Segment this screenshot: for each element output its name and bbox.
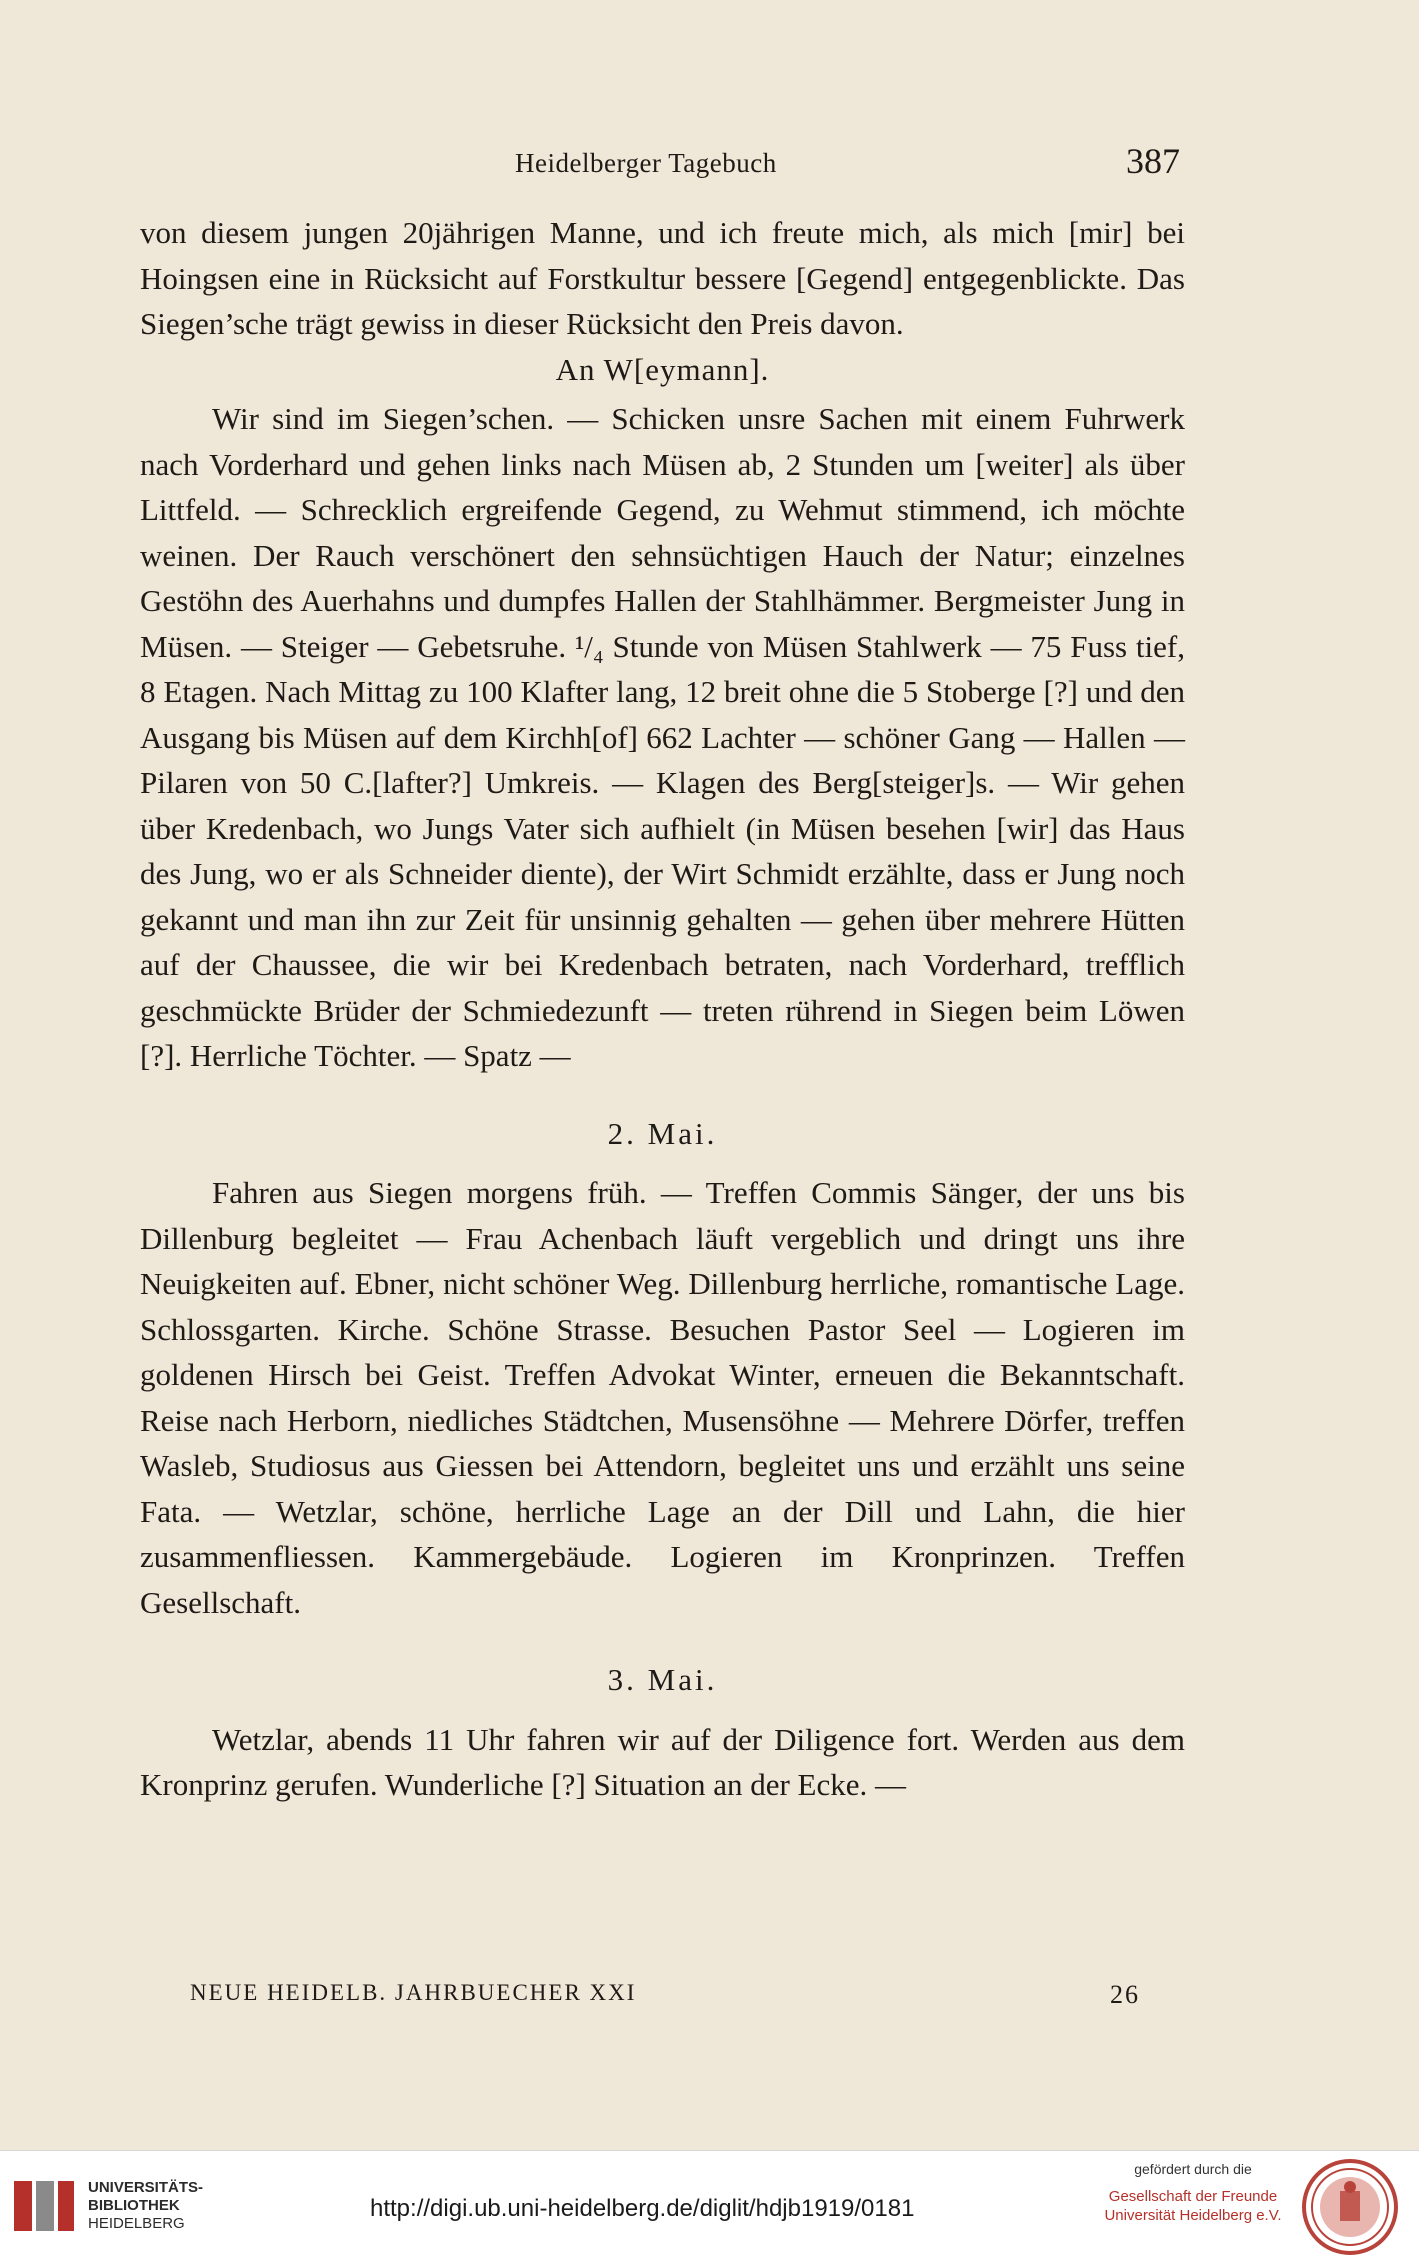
paragraph-2: Wir sind im Siegen’schen. — Schicken unsre Sachen mit einem Fuhrwerk nach Vorderhard und gehen links nach Müsen ab, 2 Stunden um [weiter] als über Littfeld. — Schrecklich ergreifende Gegend, zu Wehmut stimmend, ich möchte weinen. Der Rauch verschönert den sehnsüchtigen Hauch der Natur; einzelnes Gestöhn des Auerhahns und dumpfes Hallen der Stahlhämmer. Bergmeister Jung in Müsen. — Steiger — Gebetsruhe. ¹/₄ Stunde von Müsen Stahlwerk — 75 Fuss tief, 8 Etagen. Nach Mittag zu 100 Klafter lang, 12 breit ohne die 5 Stoberge [?] und den Ausgang bis Müsen auf dem Kirchh[of] 662 Lachter — schöner Gang — Hallen — Pilaren von 50 C.[lafter?] Umkreis. — Klagen des Berg[steiger]s. — Wir gehen über Kredenbach, wo Jungs Vater sich aufhielt (in Müsen besehen [wir] das Haus des Jung, wo er als Schneider diente), der Wirt Schmidt erzählte, dass er Jung noch gekannt und man ihn zur Zeit für unsinnig gehalten — gehen über mehrere Hütten auf der Chaussee, die wir bei Kredenbach betraten, nach Vorderhard, trefflich geschmückte Brüder der Schmiedezunft — treten rührend in Siegen beim Löwen [?]. Herrliche Töchter. — Spatz — <box>140 401 1185 1073</box>
paragraph-4: Wetzlar, abends 11 Uhr fahren wir auf der Diligence fort. Werden aus dem Kronprinz gerufen. Wunderliche [?] Situation an der Ecke. — <box>140 1721 1185 1802</box>
letter-heading: An W[eymann]. <box>555 351 770 387</box>
page-header <box>140 140 1180 190</box>
page-number: 387 <box>1126 141 1180 181</box>
library-mark-icon <box>12 2177 76 2235</box>
sponsor-intro: gefördert durch die <box>1134 2161 1252 2177</box>
sponsor-line-2: Universität Heidelberg e.V. <box>1104 2207 1282 2224</box>
body-text <box>140 210 1185 1808</box>
signature-line <box>190 1980 1140 2020</box>
library-line-2: BIBLIOTHEK <box>88 2197 180 2214</box>
university-seal-icon <box>1300 2157 1400 2257</box>
sponsor-line-1: Gesellschaft der Freunde <box>1108 2188 1278 2205</box>
sheet-number: 26 <box>1110 1980 1140 2009</box>
date-heading-may-2: 2. Mai. <box>607 1115 718 1151</box>
running-title: Heidelberger Tagebuch <box>515 148 777 178</box>
journal-signature: NEUE HEIDELB. JAHRBUECHER XXI <box>190 1980 637 2005</box>
permalink-url[interactable]: http://digi.ub.uni-heidelberg.de/diglit/hdjb1919/0181 <box>370 2195 915 2222</box>
paragraph-1: von diesem jungen 20jährigen Manne, und ich freute mich, als mich [mir] bei Hoingsen eine in Rücksicht auf Forstkultur bessere [Gegend] entgegenblickte. Das Siegen’sche trägt gewiss in dieser Rücksicht den Preis davon. <box>140 215 1185 341</box>
library-line-3: HEIDELBERG <box>88 2215 185 2232</box>
paragraph-3: Fahren aus Siegen morgens früh. — Treffen Commis Sänger, der uns bis Dillenburg begleitet — Frau Achenbach läuft vergeblich und dringt uns ihre Neuigkeiten auf. Ebner, nicht schöner Weg. Dillenburg herrliche, romantische Lage. Schlossgarten. Kirche. Schöne Strasse. Besuchen Pastor Seel — Logieren im goldenen Hirsch bei Geist. Treffen Advokat Winter, erneuen die Bekanntschaft. Reise nach Herborn, niedliches Städtchen, Musensöhne — Mehrere Dörfer, treffen Wasleb, Studiosus aus Giessen bei Attendorn, begleitet uns und erzählt uns seine Fata. — Wetzlar, schöne, herrliche Lage an der Dill und Lahn, die hier zusammenfliessen. Kammergebäude. Logieren im Kronprinzen. Treffen Gesellschaft. <box>140 1175 1185 1620</box>
sponsor-block[interactable] <box>1098 2161 1288 2225</box>
library-line-1: UNIVERSITÄTS- <box>88 2179 204 2196</box>
bottom-bar <box>0 2150 1419 2262</box>
library-name <box>88 2179 203 2233</box>
library-logo[interactable] <box>12 2171 312 2246</box>
date-heading-may-3: 3. Mai. <box>607 1662 718 1697</box>
